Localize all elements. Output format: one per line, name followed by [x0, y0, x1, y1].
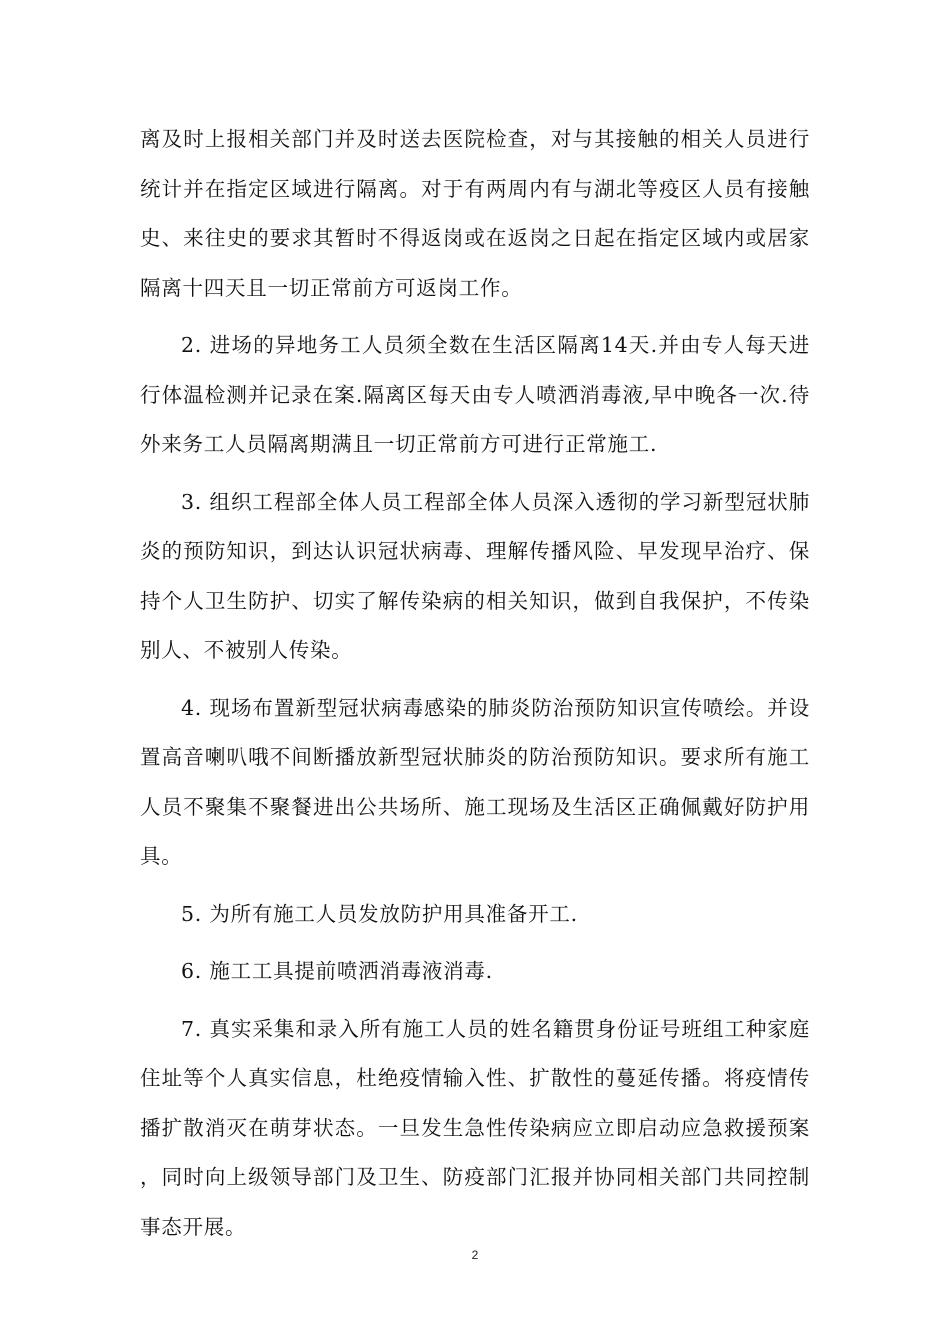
paragraph-item-2: 2. 进场的异地务工人员须全数在生活区隔离14天.并由专人每天进行体温检测并记录在案.隔离区每天由专人喷洒消毒液,早中晚各一次.待外来务工人员隔离期满且一切正常前方可进行正常施工.	[140, 333, 810, 456]
paragraph-item-3: 3. 组织工程部全体人员工程部全体人员深入透彻的学习新型冠状肺炎的预防知识，到达认识冠状病毒、理解传播风险、早发现早治疗、保持个人卫生防护、切实了解传染病的相关知识，做到自我保护，不传染别人、不被别人传染。	[140, 489, 810, 662]
paragraph-item-6: 6. 施工工具提前喷洒消毒液消毒.	[181, 959, 493, 983]
paragraph-continuation: 离及时上报相关部门并及时送去医院检查，对与其接触的相关人员进行统计并在指定区域进行隔离。对于有两周内有与湖北等疫区人员有接触史、来往史的要求其暂时不得返岗或在返岗之日起在指定区域内或居家隔离十四天且一切正常前方可返岗工作。	[140, 127, 810, 300]
document-body	[140, 115, 810, 1260]
paragraph-item-4: 4. 现场布置新型冠状病毒感染的肺炎防治预防知识宣传喷绘。并设置高音喇叭哦不间断播放新型冠状肺炎的防治预防知识。要求所有施工人员不聚集不聚餐进出公共场所、施工现场及生活区正确佩戴好防护用具。	[140, 695, 810, 868]
paragraph-item-5: 5. 为所有施工人员发放防护用具准备开工.	[181, 901, 578, 926]
page-number: 2	[471, 1248, 479, 1262]
paragraph-item-7: 7. 真实采集和录入所有施工人员的姓名籍贯身份证号班组工种家庭住址等个人真实信息，杜绝疫情输入性、扩散性的蔓延传播。将疫情传播扩散消灭在萌芽状态。一旦发生急性传染病应立即启动应急救援预案，同时向上级领导部门及卫生、防疫部门汇报并协同相关部门共同控制事态开展。	[140, 1016, 810, 1239]
